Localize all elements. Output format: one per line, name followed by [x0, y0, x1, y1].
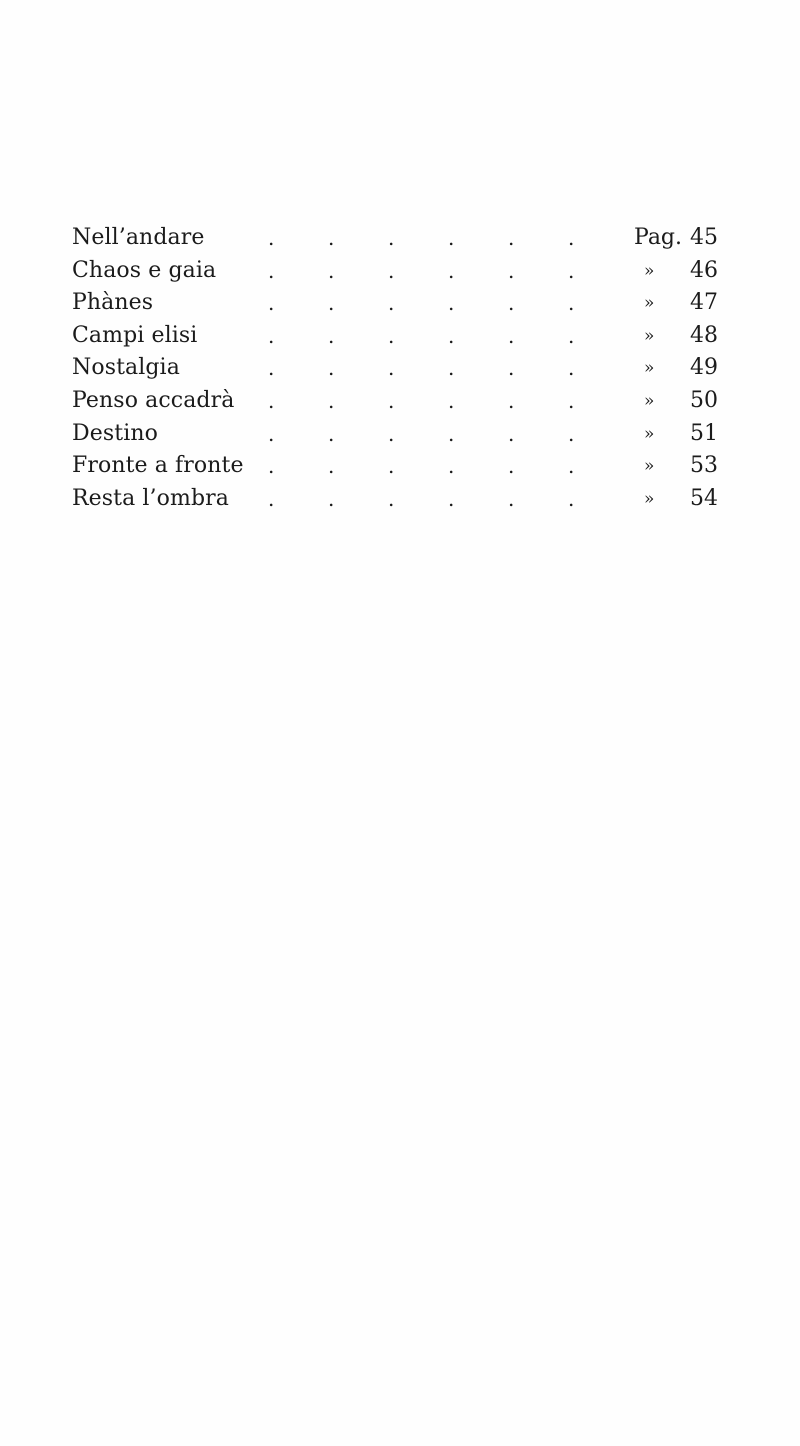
leader-dot: .	[328, 356, 335, 381]
leader-dot: .	[508, 388, 515, 413]
leader-dot: .	[268, 291, 275, 316]
leader-dot: .	[448, 486, 455, 511]
toc-ditto-mark: »	[644, 325, 655, 346]
leader-dot: .	[268, 356, 275, 381]
toc-page-number: 46	[690, 257, 718, 283]
leader-dot: .	[328, 258, 335, 283]
toc-entry	[72, 450, 732, 483]
leader-dot: .	[568, 421, 575, 446]
toc-page-number: 54	[690, 485, 718, 511]
toc-page-label: Pag.	[634, 225, 683, 250]
leader-dot: .	[328, 454, 335, 479]
toc-ditto-mark: »	[644, 488, 655, 509]
toc-entry-title: Penso accadrà	[72, 387, 235, 413]
leader-dot: .	[448, 356, 455, 381]
leader-dot: .	[268, 454, 275, 479]
toc-entry-title: Fronte a fronte	[72, 453, 244, 479]
toc-entry-title: Resta l’ombra	[72, 485, 229, 511]
leader-dot: .	[268, 486, 275, 511]
leader-dot: .	[268, 258, 275, 283]
toc-entry	[72, 255, 732, 288]
toc-page-number: 47	[690, 290, 718, 316]
toc-entry-title: Chaos e gaia	[72, 257, 217, 283]
toc-ditto-mark: »	[644, 423, 655, 444]
leader-dot: .	[508, 454, 515, 479]
leader-dot: .	[388, 356, 395, 381]
leader-dot: .	[268, 226, 275, 250]
leader-dot: .	[568, 291, 575, 316]
leader-dot: .	[328, 291, 335, 316]
toc-entry	[72, 352, 732, 385]
leader-dot: .	[388, 421, 395, 446]
toc-page-number: 45	[690, 225, 718, 250]
leader-dot: .	[508, 421, 515, 446]
toc-entry-title: Phànes	[72, 290, 154, 316]
toc-page-number: 50	[690, 387, 718, 413]
leader-dot: .	[508, 323, 515, 348]
leader-dot: .	[388, 291, 395, 316]
toc-ditto-mark: »	[644, 293, 655, 314]
leader-dot: .	[268, 323, 275, 348]
toc-entry-title: Destino	[72, 420, 158, 446]
toc-entry	[72, 483, 732, 516]
leader-dot: .	[568, 356, 575, 381]
leader-dot: .	[448, 291, 455, 316]
leader-dot: .	[388, 323, 395, 348]
leader-dot: .	[568, 226, 575, 250]
toc-entry	[72, 287, 732, 320]
toc-ditto-mark: »	[644, 260, 655, 281]
leader-dot: .	[508, 291, 515, 316]
toc-ditto-mark: »	[644, 358, 655, 379]
toc-entry-title: Campi elisi	[72, 322, 198, 348]
toc-page-number: 48	[690, 322, 718, 348]
leader-dot: .	[508, 486, 515, 511]
leader-dot: .	[568, 486, 575, 511]
leader-dot: .	[448, 454, 455, 479]
leader-dot: .	[448, 323, 455, 348]
leader-dot: .	[328, 486, 335, 511]
leader-dot: .	[568, 323, 575, 348]
leader-dot: .	[388, 486, 395, 511]
leader-dot: .	[568, 388, 575, 413]
leader-dot: .	[328, 323, 335, 348]
leader-dot: .	[388, 258, 395, 283]
leader-dot: .	[448, 226, 455, 250]
toc-entry-title: Nell’andare	[72, 225, 205, 250]
toc-entry	[72, 222, 732, 255]
leader-dot: .	[388, 454, 395, 479]
leader-dot: .	[568, 258, 575, 283]
toc-entry-title: Nostalgia	[72, 355, 180, 381]
leader-dot: .	[388, 226, 395, 250]
leader-dot: .	[508, 356, 515, 381]
leader-dot: .	[388, 388, 395, 413]
leader-dot: .	[508, 258, 515, 283]
leader-dot: .	[328, 226, 335, 250]
leader-dot: .	[448, 258, 455, 283]
toc-page-number: 53	[690, 453, 718, 479]
leader-dot: .	[508, 226, 515, 250]
toc-page-number: 49	[690, 355, 718, 381]
toc-ditto-mark: »	[644, 390, 655, 411]
leader-dot: .	[568, 454, 575, 479]
toc-ditto-mark: »	[644, 456, 655, 477]
leader-dot: .	[268, 388, 275, 413]
toc-entry	[72, 418, 732, 451]
leader-dot: .	[328, 388, 335, 413]
toc-page-number: 51	[690, 420, 718, 446]
leader-dot: .	[448, 421, 455, 446]
leader-dot: .	[268, 421, 275, 446]
toc-entry	[72, 385, 732, 418]
leader-dot: .	[448, 388, 455, 413]
table-of-contents	[72, 222, 732, 515]
leader-dot: .	[328, 421, 335, 446]
toc-entry	[72, 320, 732, 353]
